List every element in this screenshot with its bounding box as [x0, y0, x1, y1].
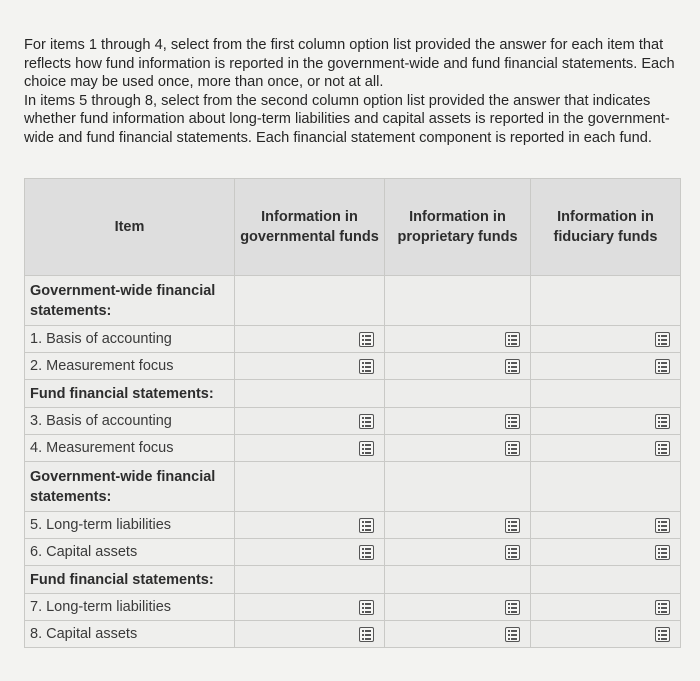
list-select-icon[interactable] — [505, 441, 520, 456]
select-cell[interactable] — [385, 594, 531, 621]
select-cell[interactable] — [385, 512, 531, 539]
header-fiduciary: Information in fiduciary funds — [531, 179, 681, 276]
select-cell[interactable] — [235, 594, 385, 621]
answer-table-container — [24, 178, 680, 648]
header-row — [25, 179, 681, 276]
list-select-icon[interactable] — [359, 441, 374, 456]
select-cell[interactable] — [385, 408, 531, 435]
header-item: Item — [25, 179, 235, 276]
empty-cell — [235, 566, 385, 594]
section-row — [25, 566, 681, 594]
list-select-icon[interactable] — [359, 359, 374, 374]
row-label: 6. Capital assets — [25, 539, 235, 566]
list-select-icon[interactable] — [505, 518, 520, 533]
select-cell[interactable] — [235, 539, 385, 566]
select-cell[interactable] — [235, 408, 385, 435]
empty-cell — [235, 276, 385, 326]
table-row — [25, 512, 681, 539]
list-select-icon[interactable] — [359, 600, 374, 615]
empty-cell — [385, 566, 531, 594]
list-select-icon[interactable] — [505, 545, 520, 560]
select-cell[interactable] — [385, 435, 531, 462]
list-select-icon[interactable] — [359, 332, 374, 347]
select-cell[interactable] — [235, 353, 385, 380]
list-select-icon[interactable] — [655, 600, 670, 615]
list-select-icon[interactable] — [655, 545, 670, 560]
empty-cell — [531, 566, 681, 594]
row-label: 8. Capital assets — [25, 621, 235, 648]
section-label: Fund financial statements: — [25, 566, 235, 594]
list-select-icon[interactable] — [505, 359, 520, 374]
empty-cell — [531, 276, 681, 326]
section-row — [25, 462, 681, 512]
list-select-icon[interactable] — [359, 545, 374, 560]
list-select-icon[interactable] — [505, 600, 520, 615]
section-label: Fund financial statements: — [25, 380, 235, 408]
header-proprietary: Information in proprietary funds — [385, 179, 531, 276]
select-cell[interactable] — [235, 435, 385, 462]
row-label: 2. Measurement focus — [25, 353, 235, 380]
list-select-icon[interactable] — [655, 627, 670, 642]
header-governmental: Information in governmental funds — [235, 179, 385, 276]
select-cell[interactable] — [531, 594, 681, 621]
empty-cell — [385, 462, 531, 512]
select-cell[interactable] — [385, 353, 531, 380]
list-select-icon[interactable] — [655, 359, 670, 374]
row-label: 4. Measurement focus — [25, 435, 235, 462]
row-label: 1. Basis of accounting — [25, 326, 235, 353]
select-cell[interactable] — [235, 621, 385, 648]
table-row — [25, 353, 681, 380]
row-label: 3. Basis of accounting — [25, 408, 235, 435]
table-row — [25, 435, 681, 462]
list-select-icon[interactable] — [505, 332, 520, 347]
table-row — [25, 408, 681, 435]
select-cell[interactable] — [531, 353, 681, 380]
answer-table — [24, 178, 681, 648]
list-select-icon[interactable] — [359, 518, 374, 533]
select-cell[interactable] — [385, 621, 531, 648]
section-row — [25, 276, 681, 326]
select-cell[interactable] — [531, 435, 681, 462]
table-row — [25, 621, 681, 648]
table-row — [25, 326, 681, 353]
section-label: Government-wide financial statements: — [25, 462, 235, 512]
empty-cell — [531, 380, 681, 408]
row-label: 5. Long-term liabilities — [25, 512, 235, 539]
select-cell[interactable] — [531, 512, 681, 539]
empty-cell — [385, 276, 531, 326]
instructions — [24, 36, 688, 148]
list-select-icon[interactable] — [359, 414, 374, 429]
row-label: 7. Long-term liabilities — [25, 594, 235, 621]
select-cell[interactable] — [235, 326, 385, 353]
select-cell[interactable] — [531, 539, 681, 566]
list-select-icon[interactable] — [655, 332, 670, 347]
empty-cell — [531, 462, 681, 512]
select-cell[interactable] — [531, 621, 681, 648]
list-select-icon[interactable] — [655, 414, 670, 429]
instructions-para-1: For items 1 through 4, select from the first column option list provided the answer for each item that reflects how fund information is reported in the government-wide and fund financial statements. Each choice may be used once, more than once, or not at all. — [24, 37, 675, 91]
select-cell[interactable] — [235, 512, 385, 539]
list-select-icon[interactable] — [359, 627, 374, 642]
table-row — [25, 539, 681, 566]
select-cell[interactable] — [385, 326, 531, 353]
empty-cell — [235, 380, 385, 408]
select-cell[interactable] — [531, 408, 681, 435]
instructions-para-2: In items 5 through 8, select from the second column option list provided the answer that indicates whether fund information about long-term liabilities and capital assets is reported in the government-wide and fund financial statements. Each financial statement component is reported in each fund. — [24, 92, 670, 146]
empty-cell — [235, 462, 385, 512]
list-select-icon[interactable] — [505, 627, 520, 642]
list-select-icon[interactable] — [655, 441, 670, 456]
section-row — [25, 380, 681, 408]
table-row — [25, 594, 681, 621]
list-select-icon[interactable] — [655, 518, 670, 533]
list-select-icon[interactable] — [505, 414, 520, 429]
select-cell[interactable] — [531, 326, 681, 353]
empty-cell — [385, 380, 531, 408]
section-label: Government-wide financial statements: — [25, 276, 235, 326]
select-cell[interactable] — [385, 539, 531, 566]
